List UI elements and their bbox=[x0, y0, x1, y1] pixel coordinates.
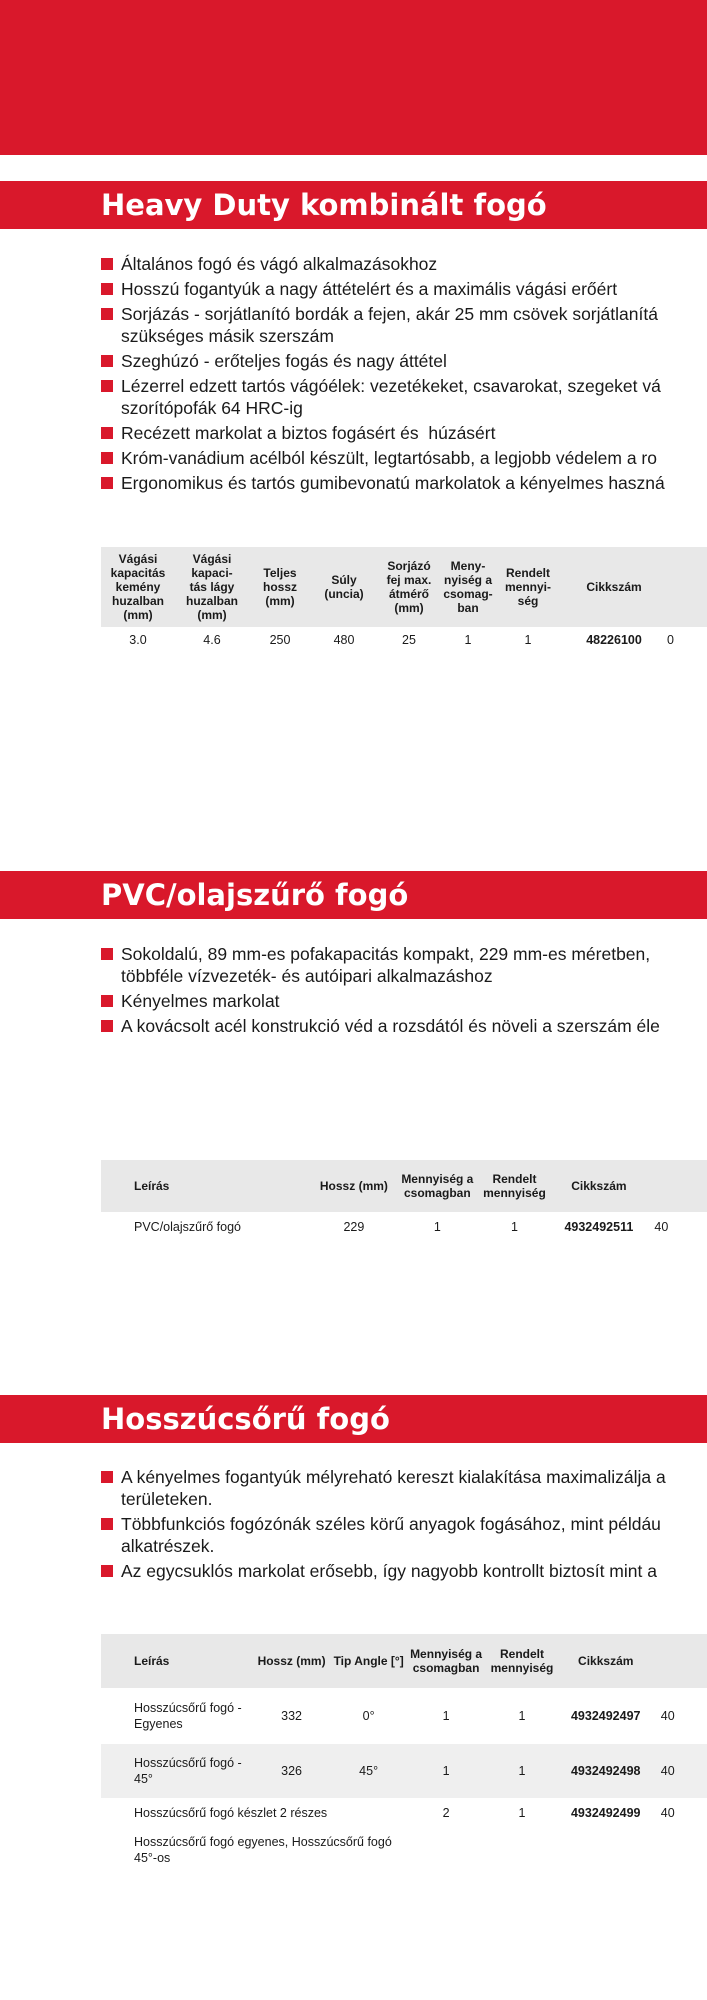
col-header-hard-wire: Vágási kapacitás kemény huzalban (mm) bbox=[101, 547, 175, 627]
cell-extra: 40 bbox=[660, 1709, 675, 1723]
feature-item: Sorjázás - sorjátlanító bordák a fejen, akár 25 mm csövek sorjátlanítá bbox=[101, 303, 707, 325]
feature-item: A kényelmes fogantyúk mélyreható kereszt kialakítása maximalizálja a bbox=[101, 1466, 707, 1488]
col-header-weight: Súly (uncia) bbox=[311, 547, 377, 627]
feature-item: Króm-vanádium acélból készült, legtartósabb, a legjobb védelem a ro bbox=[101, 447, 707, 469]
feature-item: Szeghúzó - erőteljes fogás és nagy áttétel bbox=[101, 350, 707, 372]
feature-item: Hosszú fogantyúk a nagy áttételért és a maximális vágási erőért bbox=[101, 278, 707, 300]
col-header-extra bbox=[653, 1634, 707, 1688]
col-header-length: Hossz (mm) bbox=[311, 1160, 397, 1212]
table-header-row bbox=[101, 547, 707, 627]
cell-weight: 480 bbox=[333, 633, 355, 647]
table-row bbox=[101, 1798, 707, 1828]
col-header-order-qty: Rendelt mennyiség bbox=[485, 1634, 558, 1688]
table-header-row bbox=[101, 1160, 707, 1212]
bullet-square-icon bbox=[101, 452, 113, 464]
col-header-article-no: Cikkszám bbox=[551, 1160, 646, 1212]
bullet-square-icon bbox=[101, 355, 113, 367]
feature-item: A kovácsolt acél konstrukció véd a rozsdától és növeli a szerszám éle bbox=[101, 1015, 707, 1037]
feature-item: Kényelmes markolat bbox=[101, 990, 707, 1012]
cell-description: PVC/olajszűrő fogó bbox=[134, 1220, 242, 1234]
bullet-square-icon bbox=[101, 258, 113, 270]
col-header-reamer: Sorjázó fej max. átmérő (mm) bbox=[377, 547, 441, 627]
bullet-square-icon bbox=[101, 995, 113, 1007]
cell-soft-wire: 4.6 bbox=[203, 633, 221, 647]
col-header-length: Teljes hossz (mm) bbox=[249, 547, 311, 627]
bullet-square-icon bbox=[101, 1020, 113, 1032]
cell-hard-wire: 3.0 bbox=[129, 633, 147, 647]
feature-item: Recézett markolat a biztos fogásért és húzásért bbox=[101, 422, 707, 444]
table-row bbox=[101, 1828, 707, 1872]
table-row bbox=[101, 1212, 707, 1242]
cell-order-qty: 1 bbox=[524, 633, 532, 647]
cell-article-no: 4932492511 bbox=[564, 1220, 634, 1234]
cell-pack-qty: 1 bbox=[442, 1709, 450, 1723]
cell-article-no: 4932492498 bbox=[559, 1744, 653, 1798]
col-header-length: Hossz (mm) bbox=[253, 1634, 331, 1688]
col-header-pack-qty: Meny- nyiség a csomag- ban bbox=[441, 547, 495, 627]
bullet-square-icon bbox=[101, 1471, 113, 1483]
feature-item: Az egycsuklós markolat erősebb, így nagyobb kontrollt biztosít mint a bbox=[101, 1560, 707, 1582]
col-header-tip-angle: Tip Angle [°] bbox=[330, 1634, 406, 1688]
feature-item-continuation: többféle vízvezeték- és autóipari alkalmazáshoz bbox=[121, 966, 493, 986]
feature-item: Sokoldalú, 89 mm-es pofakapacitás kompakt, 229 mm-es méretben, bbox=[101, 943, 707, 965]
feature-list-long-nose bbox=[101, 1466, 707, 1585]
cell-empty bbox=[407, 1828, 707, 1872]
feature-item: Általános fogó és vágó alkalmazásokhoz bbox=[101, 253, 707, 275]
col-header-article-no: Cikkszám bbox=[559, 1634, 653, 1688]
cell-extra: 40 bbox=[660, 1806, 675, 1820]
cell-description: Hosszúcsőrű fogó egyenes, Hosszúcsőrű fogó 45°-os bbox=[134, 1835, 392, 1865]
feature-item: Többfunkciós fogózónák széles körű anyagok fogásához, mint példáu bbox=[101, 1513, 707, 1535]
col-header-order-qty: Rendelt mennyi- ség bbox=[495, 547, 561, 627]
col-header-extra bbox=[646, 1160, 707, 1212]
bullet-square-icon bbox=[101, 1518, 113, 1530]
cell-length: 229 bbox=[343, 1220, 365, 1234]
feature-item-continuation: alkatrészek. bbox=[121, 1536, 215, 1556]
cell-description: Hosszúcsőrű fogó készlet 2 részes bbox=[134, 1806, 328, 1820]
spec-table-pvc bbox=[101, 1160, 707, 1242]
cell-pack-qty: 1 bbox=[433, 1220, 441, 1234]
cell-extra: 40 bbox=[654, 1220, 669, 1234]
cell-order-qty: 1 bbox=[485, 1744, 558, 1798]
table-row bbox=[101, 1744, 707, 1798]
cell-tip-angle: 0° bbox=[362, 1709, 375, 1723]
col-header-extra bbox=[667, 547, 707, 627]
section-title-long-nose: Hosszúcsőrű fogó bbox=[0, 1395, 707, 1443]
col-header-description: Leírás bbox=[101, 1634, 253, 1688]
bullet-square-icon bbox=[101, 948, 113, 960]
bullet-square-icon bbox=[101, 477, 113, 489]
table-row bbox=[101, 1688, 707, 1744]
section-title-heavy-duty: Heavy Duty kombinált fogó bbox=[0, 181, 707, 229]
col-header-article-no: Cikkszám bbox=[561, 547, 667, 627]
bullet-square-icon bbox=[101, 1565, 113, 1577]
cell-article-no: 4932492497 bbox=[570, 1709, 641, 1723]
cell-tip-angle: 45° bbox=[330, 1744, 406, 1798]
spec-table-heavy-duty bbox=[101, 547, 707, 653]
bullet-square-icon bbox=[101, 283, 113, 295]
col-header-pack-qty: Mennyiség a csomagban bbox=[407, 1634, 485, 1688]
col-header-soft-wire: Vágási kapaci- tás lágy huzalban (mm) bbox=[175, 547, 249, 627]
top-red-band bbox=[0, 0, 707, 155]
col-header-pack-qty: Mennyiség a csomagban bbox=[397, 1160, 477, 1212]
feature-item-continuation: területeken. bbox=[121, 1489, 213, 1509]
cell-length: 250 bbox=[269, 633, 291, 647]
cell-length: 326 bbox=[253, 1744, 331, 1798]
cell-pack-qty: 1 bbox=[407, 1744, 485, 1798]
cell-article-no: 48226100 bbox=[586, 633, 642, 647]
cell-article-no: 4932492499 bbox=[570, 1806, 641, 1820]
feature-item: Ergonomikus és tartós gumibevonatú markolatok a kényelmes haszná bbox=[101, 472, 707, 494]
feature-item-continuation: szükséges másik szerszám bbox=[121, 326, 334, 346]
col-header-order-qty: Rendelt mennyiség bbox=[478, 1160, 552, 1212]
cell-description: Hosszúcsőrű fogó - 45° bbox=[101, 1744, 253, 1798]
col-header-description: Leírás bbox=[101, 1160, 311, 1212]
bullet-square-icon bbox=[101, 427, 113, 439]
feature-item: Lézerrel edzett tartós vágóélek: vezetékeket, csavarokat, szegeket vá bbox=[101, 375, 707, 397]
section-title-pvc: PVC/olajszűrő fogó bbox=[0, 871, 707, 919]
cell-extra: 0 bbox=[667, 633, 674, 647]
cell-order-qty: 1 bbox=[518, 1806, 526, 1820]
cell-length: 332 bbox=[281, 1709, 302, 1723]
cell-reamer: 25 bbox=[402, 633, 416, 647]
cell-pack-qty: 2 bbox=[442, 1806, 450, 1820]
cell-description: Hosszúcsőrű fogó - Egyenes bbox=[134, 1701, 242, 1731]
bullet-square-icon bbox=[101, 308, 113, 320]
cell-order-qty: 1 bbox=[510, 1220, 518, 1234]
spec-table-long-nose bbox=[101, 1634, 707, 1872]
feature-item-continuation: szorítópofák 64 HRC-ig bbox=[121, 398, 303, 418]
cell-order-qty: 1 bbox=[518, 1709, 526, 1723]
feature-list-heavy-duty bbox=[101, 253, 707, 497]
bullet-square-icon bbox=[101, 380, 113, 392]
cell-extra: 40 bbox=[653, 1744, 707, 1798]
feature-list-pvc bbox=[101, 943, 707, 1040]
table-header-row bbox=[101, 1634, 707, 1688]
table-row bbox=[101, 627, 707, 653]
cell-pack-qty: 1 bbox=[464, 633, 472, 647]
